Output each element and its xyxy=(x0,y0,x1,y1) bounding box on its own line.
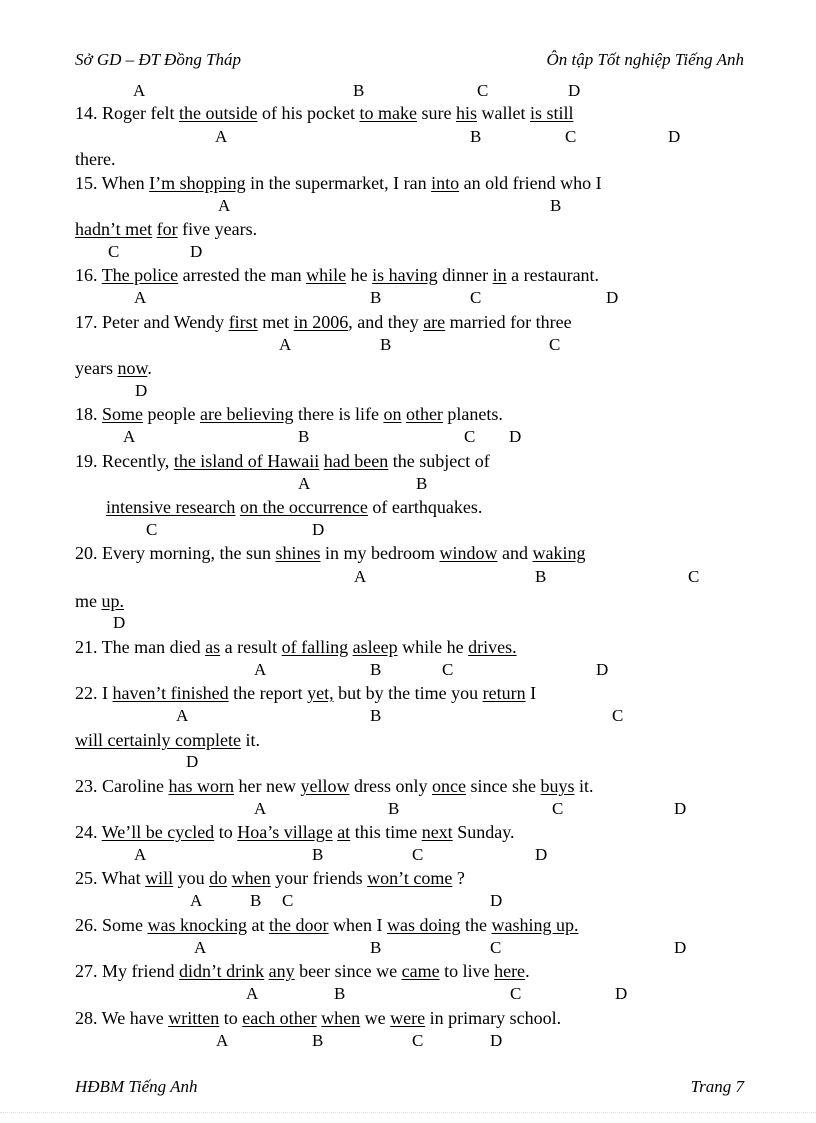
q26-option-d: washing up. xyxy=(491,915,579,935)
option-letter-b: B xyxy=(416,474,428,493)
option-letter-a: A xyxy=(176,706,189,725)
page-bottom-divider xyxy=(0,1112,816,1113)
option-letter-d: D xyxy=(186,752,199,771)
option-letter-c: C xyxy=(490,938,502,957)
option-letter-d: D xyxy=(509,427,522,446)
option-letter-b: B xyxy=(370,706,382,725)
option-letter-c: C xyxy=(470,288,482,307)
option-letter-a: A xyxy=(216,1031,229,1050)
q20-option-b: window xyxy=(439,543,498,563)
option-letter-a: A xyxy=(133,81,146,100)
question-17-line-1: 17. Peter and Wendy first met in 2006, and they are married for three xyxy=(75,312,572,332)
q21-option-b: of falling xyxy=(281,637,349,657)
question-23: 23. Caroline has worn her new yellow dress only once since she buys it. xyxy=(75,776,594,796)
q18-option-c: on xyxy=(383,404,402,424)
q26-option-c: was doing xyxy=(386,915,461,935)
option-letter-c: C xyxy=(146,520,158,539)
option-letter-a: A xyxy=(218,196,231,215)
q15-option-a: I’m shopping xyxy=(149,173,246,193)
q24-option-b: Hoa’s village xyxy=(237,822,333,842)
option-letter-d: D xyxy=(674,799,687,818)
q16-option-d: in xyxy=(492,265,507,285)
q20-option-c: waking xyxy=(532,543,586,563)
q18-option-d: other xyxy=(405,404,443,424)
q22-option-c: return xyxy=(482,683,526,703)
option-letter-a: A xyxy=(190,891,203,910)
question-20-line-1: 20. Every morning, the sun shines in my bedroom window and waking xyxy=(75,543,586,563)
option-letter-c: C xyxy=(412,845,424,864)
q21-option-a: as xyxy=(205,637,221,657)
option-letter-c: C xyxy=(282,891,294,910)
q14-option-c: his xyxy=(455,103,477,123)
option-letter-b: B xyxy=(550,196,562,215)
question-20-line-2: me up. xyxy=(75,591,124,611)
option-letter-d: D xyxy=(615,984,628,1003)
option-letter-d: D xyxy=(535,845,548,864)
option-letter-d: D xyxy=(568,81,581,100)
option-letter-b: B xyxy=(535,567,547,586)
option-letter-d: D xyxy=(190,242,203,261)
question-19-line-1: 19. Recently, the island of Hawaii had been the subject of xyxy=(75,451,490,471)
option-letter-d: D xyxy=(490,891,503,910)
q23-option-c: once xyxy=(431,776,466,796)
option-letter-a: A xyxy=(134,845,147,864)
option-letter-b: B xyxy=(250,891,262,910)
option-letter-a: A xyxy=(279,335,292,354)
option-letter-d: D xyxy=(668,127,681,146)
q19-option-a: the island of Hawaii xyxy=(173,451,320,471)
question-15-line-1: 15. When I’m shopping in the supermarket, I ran into an old friend who I xyxy=(75,173,602,193)
option-letter-b: B xyxy=(298,427,310,446)
q16-option-c: is having xyxy=(372,265,438,285)
q25-option-c: when xyxy=(231,868,271,888)
question-14-line-1: 14. Roger felt the outside of his pocket to make sure his wallet is still xyxy=(75,103,574,123)
option-letter-d: D xyxy=(312,520,325,539)
option-letter-b: B xyxy=(470,127,482,146)
option-letter-c: C xyxy=(552,799,564,818)
option-letter-d: D xyxy=(674,938,687,957)
option-letter-b: B xyxy=(370,288,382,307)
q22-option-b: yet, xyxy=(307,683,334,703)
q24-option-d: next xyxy=(421,822,453,842)
q27-option-c: came xyxy=(401,961,440,981)
q27-option-d: here xyxy=(494,961,526,981)
q22-option-a: haven’t finished xyxy=(112,683,229,703)
q26-option-b: the door xyxy=(269,915,329,935)
option-letter-c: C xyxy=(442,660,454,679)
option-letter-c: C xyxy=(612,706,624,725)
question-22-line-2: will certainly complete it. xyxy=(75,730,260,750)
q22-option-d: will certainly complete xyxy=(75,730,241,750)
q19-option-c: intensive research xyxy=(106,497,236,517)
option-letter-a: A xyxy=(134,288,147,307)
option-letter-a: A xyxy=(254,660,267,679)
q25-option-d: won’t come xyxy=(367,868,453,888)
q16-option-a: The police xyxy=(101,265,179,285)
q14-option-b: to make xyxy=(359,103,417,123)
option-letter-d: D xyxy=(596,660,609,679)
page-number: Trang 7 xyxy=(690,1077,744,1096)
q18-option-a: Some xyxy=(102,404,144,424)
q26-option-a: was knocking xyxy=(147,915,247,935)
q18-option-b: are believing xyxy=(200,404,294,424)
option-letter-a: A xyxy=(194,938,207,957)
q17-option-b: in 2006 xyxy=(293,312,349,332)
option-letter-a: A xyxy=(246,984,259,1003)
option-letter-b: B xyxy=(334,984,346,1003)
q28-option-c: when xyxy=(321,1008,361,1028)
option-letter-c: C xyxy=(549,335,561,354)
option-letter-b: B xyxy=(370,938,382,957)
q17-option-a: first xyxy=(228,312,258,332)
q15-option-c: hadn’t met xyxy=(75,219,153,239)
option-letter-b: B xyxy=(312,1031,324,1050)
option-letter-a: A xyxy=(254,799,267,818)
option-letter-d: D xyxy=(490,1031,503,1050)
header-left: Sở GD – ĐT Đồng Tháp xyxy=(75,50,242,69)
question-25: 25. What will you do when your friends won’t come ? xyxy=(75,868,465,888)
option-letter-d: D xyxy=(135,381,148,400)
question-17-line-2: years now. xyxy=(75,358,152,378)
option-letter-c: C xyxy=(688,567,700,586)
option-letter-b: B xyxy=(380,335,392,354)
option-letter-b: B xyxy=(353,81,365,100)
q21-option-c: asleep xyxy=(352,637,398,657)
question-15-line-2: hadn’t met for five years. xyxy=(75,219,258,239)
option-letter-c: C xyxy=(477,81,489,100)
q15-option-d: for xyxy=(156,219,178,239)
q14-option-a: the outside xyxy=(178,103,258,123)
question-26: 26. Some was knocking at the door when I was doing the washing up. xyxy=(75,915,579,935)
q23-option-d: buys xyxy=(540,776,575,796)
q23-option-b: yellow xyxy=(300,776,350,796)
question-22-line-1: 22. I haven’t finished the report yet, but by the time you return I xyxy=(75,683,537,703)
header-right: Ôn tập Tốt nghiệp Tiếng Anh xyxy=(546,50,744,69)
q17-option-c: are xyxy=(423,312,446,332)
q27-option-a: didn’t drink xyxy=(178,961,265,981)
option-letter-d: D xyxy=(606,288,619,307)
q16-option-b: while xyxy=(306,265,347,285)
option-letter-d: D xyxy=(113,613,126,632)
option-letter-b: B xyxy=(370,660,382,679)
question-18: 18. Some people are believing there is life on other planets. xyxy=(75,404,503,424)
footer-left: HĐBM Tiếng Anh xyxy=(75,1077,198,1096)
option-letter-a: A xyxy=(215,127,228,146)
option-letter-a: A xyxy=(354,567,367,586)
option-letter-b: B xyxy=(312,845,324,864)
q27-option-b: any xyxy=(268,961,295,981)
q23-option-a: has worn xyxy=(168,776,234,796)
q14-option-d: is still xyxy=(529,103,574,123)
question-21: 21. The man died as a result of falling asleep while he drives. xyxy=(75,637,517,657)
q15-option-b: into xyxy=(431,173,460,193)
question-19-line-2: intensive research on the occurrence of earthquakes. xyxy=(106,497,483,517)
option-letter-c: C xyxy=(412,1031,424,1050)
q25-option-a: will xyxy=(145,868,174,888)
option-letter-c: C xyxy=(510,984,522,1003)
q25-option-b: do xyxy=(209,868,228,888)
question-24: 24. We’ll be cycled to Hoa’s village at this time next Sunday. xyxy=(75,822,515,842)
q19-option-b: had been xyxy=(323,451,389,471)
question-14-line-2: there. xyxy=(75,149,116,169)
option-letter-a: A xyxy=(123,427,136,446)
option-letter-b: B xyxy=(388,799,400,818)
q20-option-d: up. xyxy=(101,591,124,611)
q19-option-d: on the occurrence xyxy=(239,497,368,517)
q17-option-d: now xyxy=(117,358,148,378)
q28-option-a: written xyxy=(168,1008,220,1028)
option-letter-c: C xyxy=(108,242,120,261)
question-16: 16. The police arrested the man while he is having dinner in a restaurant. xyxy=(75,265,600,285)
option-letter-a: A xyxy=(298,474,311,493)
q28-option-d: were xyxy=(390,1008,426,1028)
q24-option-c: at xyxy=(337,822,351,842)
q20-option-a: shines xyxy=(275,543,321,563)
q21-option-d: drives. xyxy=(468,637,517,657)
option-letter-c: C xyxy=(464,427,476,446)
question-27: 27. My friend didn’t drink any beer since we came to live here. xyxy=(75,961,530,981)
option-letter-c: C xyxy=(565,127,577,146)
question-28: 28. We have written to each other when we were in primary school. xyxy=(75,1008,562,1028)
q28-option-b: each other xyxy=(242,1008,317,1028)
q24-option-a: We’ll be cycled xyxy=(101,822,215,842)
